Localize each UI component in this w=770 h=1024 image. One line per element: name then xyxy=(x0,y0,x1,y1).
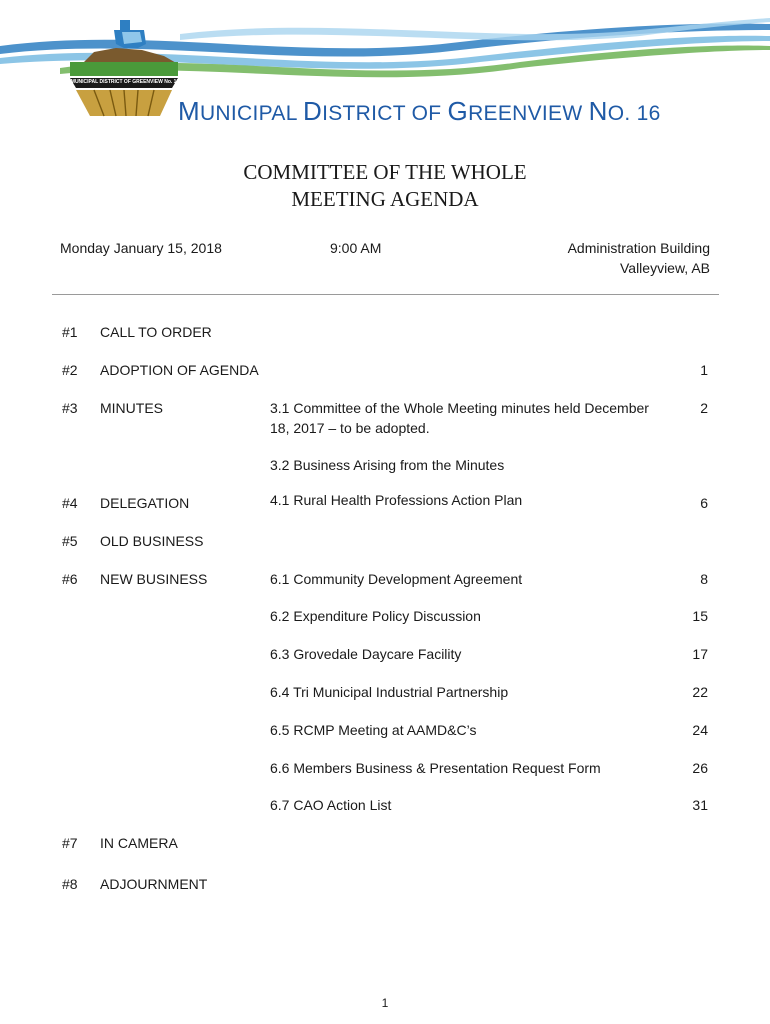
agenda-page-number: 24 xyxy=(692,722,708,738)
logo-text: MUNICIPAL DISTRICT OF GREENVIEW No. 16 xyxy=(70,79,180,85)
agenda-page-number: 6 xyxy=(700,495,708,511)
page-number: 1 xyxy=(381,996,389,1010)
agenda-label-new-business: NEW BUSINESS xyxy=(100,571,208,587)
agenda-number: #7 xyxy=(62,835,78,851)
heading-line-1: COMMITTEE OF THE WHOLE xyxy=(243,160,527,184)
agenda-item-6-4: 6.4 Tri Municipal Industrial Partnership xyxy=(270,684,509,700)
agenda-label-minutes: MINUTES xyxy=(100,400,163,416)
agenda-page-number: 17 xyxy=(692,646,708,662)
agenda-item-6-6: 6.6 Members Business & Presentation Request Form xyxy=(270,760,601,776)
municipal-district-logo xyxy=(64,18,184,122)
agenda-number: #5 xyxy=(62,533,78,549)
agenda-page-number: 8 xyxy=(700,571,708,587)
location-line-2: Valleyview, AB xyxy=(619,260,710,276)
agenda-item-3-1: 3.1 Committee of the Whole Meeting minutes held December 18, 2017 – to be adopted. xyxy=(270,400,649,436)
agenda-page-number: 22 xyxy=(692,684,708,700)
meeting-location xyxy=(568,238,710,278)
agenda-item-4-1: 4.1 Rural Health Professions Action Plan xyxy=(270,492,523,508)
agenda-item-6-7: 6.7 CAO Action List xyxy=(270,797,392,813)
agenda-item-6-3: 6.3 Grovedale Daycare Facility xyxy=(270,646,462,662)
organization-title: MUNICIPAL DISTRICT OF GREENVIEW NO. 16 xyxy=(178,96,661,126)
agenda-label-adoption-of-agenda: ADOPTION OF AGENDA xyxy=(100,362,259,378)
meeting-time: 9:00 AM xyxy=(330,240,382,256)
agenda-item-6-1: 6.1 Community Development Agreement xyxy=(270,571,523,587)
agenda-number: #4 xyxy=(62,495,78,511)
agenda-number: #2 xyxy=(62,362,78,378)
agenda-label-call-to-order: CALL TO ORDER xyxy=(100,324,212,340)
agenda-page-number: 26 xyxy=(692,760,708,776)
agenda-label-old-business: OLD BUSINESS xyxy=(100,533,204,549)
agenda-item-3-2: 3.2 Business Arising from the Minutes xyxy=(270,457,505,473)
agenda-number: #3 xyxy=(62,400,78,416)
header-divider xyxy=(52,294,719,295)
agenda-label-adjournment: ADJOURNMENT xyxy=(100,876,208,892)
agenda-label-delegation: DELEGATION xyxy=(100,495,190,511)
agenda-page-number: 15 xyxy=(692,608,708,624)
agenda-number: #6 xyxy=(62,571,78,587)
agenda-label-in-camera: IN CAMERA xyxy=(100,835,178,851)
agenda-number: #1 xyxy=(62,324,78,340)
heading-line-2: MEETING AGENDA xyxy=(291,187,479,211)
location-line-1: Administration Building xyxy=(567,240,710,256)
agenda-page-number: 1 xyxy=(700,362,708,378)
meeting-date: Monday January 15, 2018 xyxy=(60,240,222,256)
agenda-number: #8 xyxy=(62,876,78,892)
agenda-item-6-5: 6.5 RCMP Meeting at AAMD&C’s xyxy=(270,722,477,738)
agenda-item-6-2: 6.2 Expenditure Policy Discussion xyxy=(270,608,481,624)
agenda-page-number: 31 xyxy=(692,797,708,813)
agenda-page-number: 2 xyxy=(700,400,708,416)
